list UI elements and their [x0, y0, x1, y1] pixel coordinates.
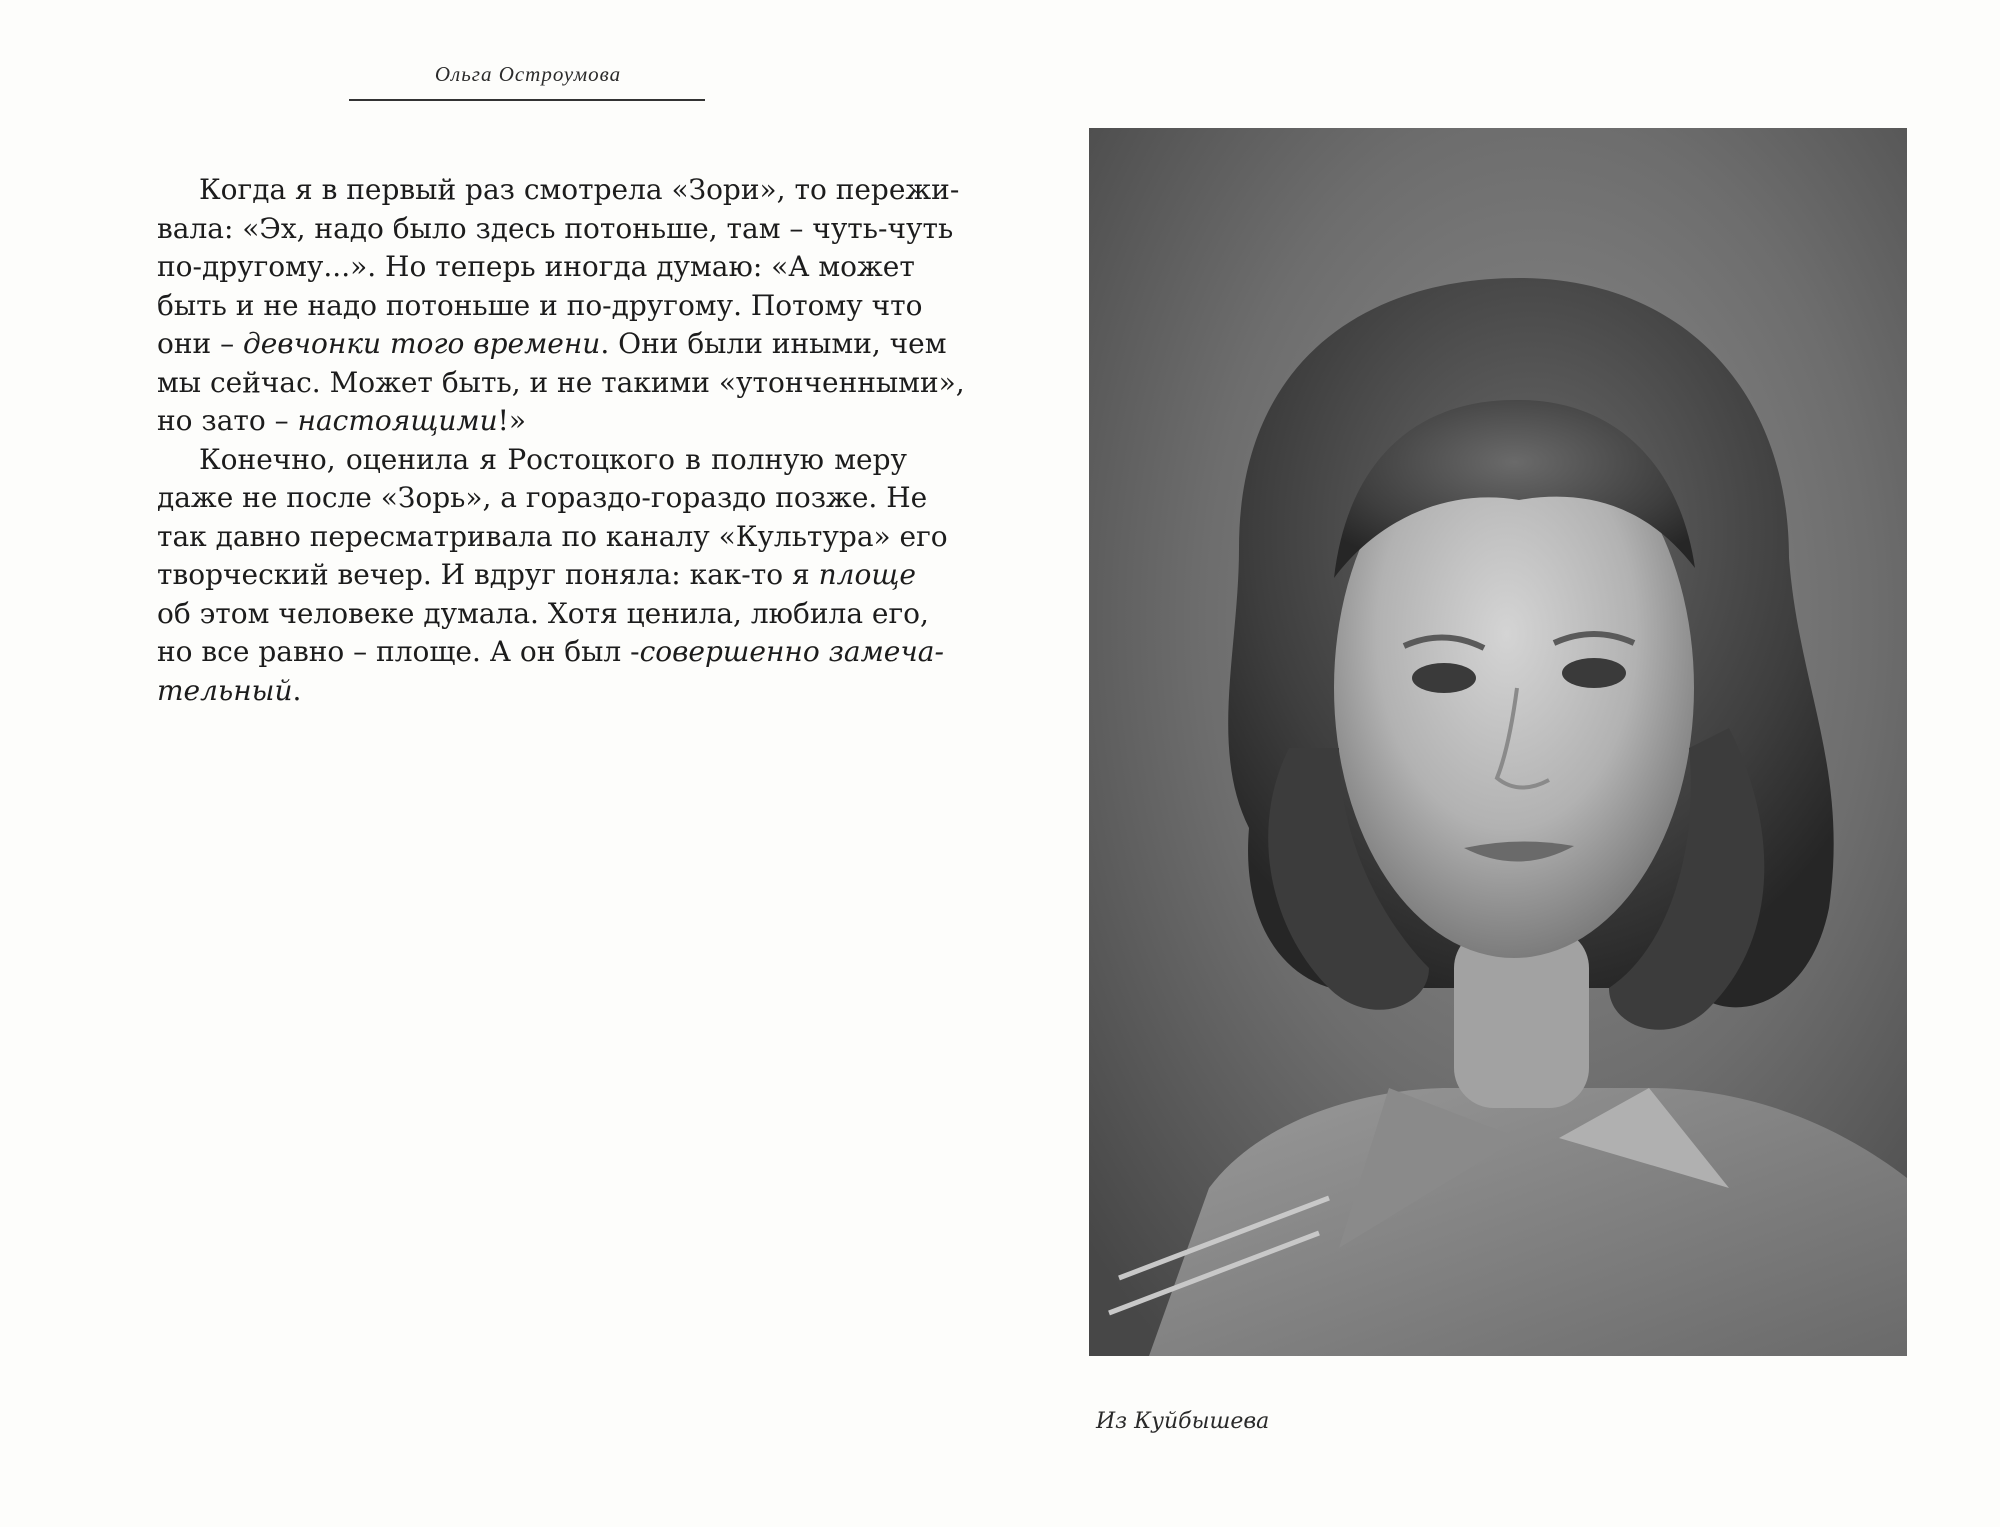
portrait-illustration: [1089, 128, 1907, 1356]
text-line: но зато – настоящими!»: [157, 404, 527, 437]
text-line: вала: «Эх, надо было здесь потоньше, там – чуть-чуть: [157, 211, 954, 245]
text-line: но все равно – площе. А он был -совершенно замеча-: [157, 635, 944, 668]
text-line: творческий вечер. И вдруг поняла: как-то я площе: [157, 558, 916, 591]
photo-caption: Из Куйбышева: [1096, 1409, 1270, 1434]
portrait-photo: [1089, 128, 1907, 1356]
text-line: даже не после «Зорь», а гораздо-гораздо позже. Не: [157, 481, 928, 514]
text-line: по-другому...». Но теперь иногда думаю: «А может: [157, 250, 915, 283]
text-line: Когда я в первый раз смотрела «Зори», то пережи-: [199, 173, 960, 206]
body-text: [157, 171, 965, 710]
text-line: об этом человеке думала. Хотя ценила, любила его,: [157, 596, 929, 630]
text-line: мы сейчас. Может быть, и не такими «утонченными»,: [157, 365, 965, 399]
header-rule: [349, 99, 705, 101]
text-line: так давно пересматривала по каналу «Культура» его: [157, 519, 948, 553]
running-header: Ольга Остроумова: [434, 62, 622, 86]
text-line: тельный.: [157, 673, 302, 707]
text-line: они – девчонки того времени. Они были иными, чем: [157, 327, 947, 360]
text-line: Конечно, оценила я Ростоцкого в полную меру: [199, 442, 907, 476]
text-line: быть и не надо потоньше и по-другому. Потому что: [157, 288, 923, 322]
